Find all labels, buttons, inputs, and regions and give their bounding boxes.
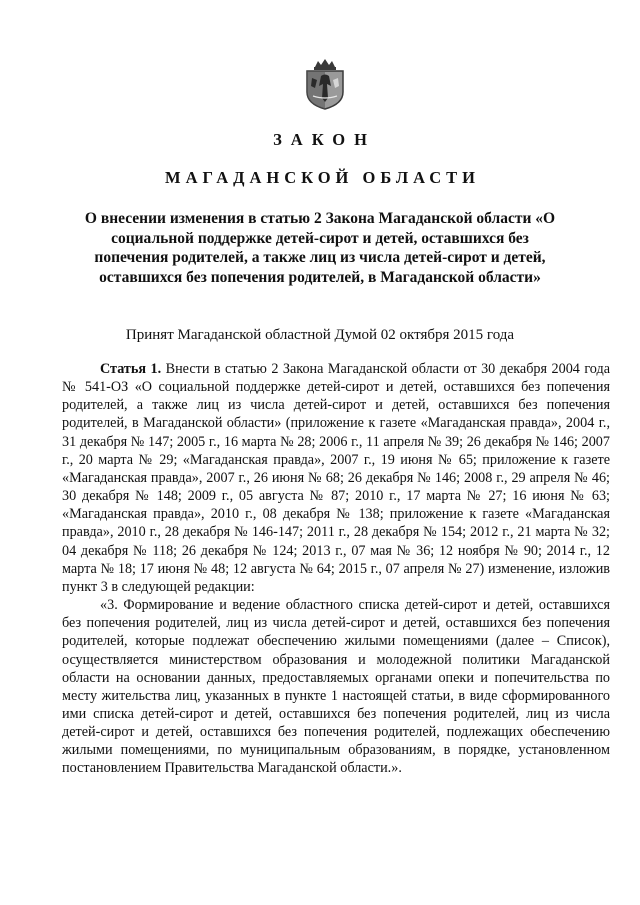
region-heading: МАГАДАНСКОЙ ОБЛАСТИ	[165, 168, 480, 187]
article-1-quote: «3. Формирование и ведение областного списка детей-сирот и детей, оставшихся без попечения родителей, лиц из числа детей-сирот и детей, оставшихся без попечения родителей, которые подлежат обеспечению жилыми помещениями (далее – Список), осуществляется министерством образования и молодежной политики Магаданской области на основании данных, предоставляемых органами опеки и попечительства по месту жительства лиц, указанных в пункте 1 настоящей статьи, в виде сформированного ими списка детей-сирот и детей, оставшихся без попечения родителей, лиц из числа детей-сирот и детей, оставшихся без попечения родителей, подлежащих обеспечению жилыми помещениями, по муниципальным образованиям, в порядке, установленном постановлением Правительства Магаданской области.».	[62, 597, 610, 777]
article-1-text: Внести в статью 2 Закона Магаданской области от 30 декабря 2004 года № 541-ОЗ «О социальной поддержке детей-сирот и детей, оставшихся без попечения родителей, а также лиц из числа детей-сирот и детей, оставшихся без попечения родителей, в Магаданской области» (приложение к газете «Магаданская правда», 2004 г., 31 декабря № 147; 2005 г., 16 марта № 28; 2006 г., 11 апреля № 39; 26 декабря № 146; 2007 г., 20 марта № 29; «Магаданская правда», 2007 г., 19 июня № 65; приложение к газете «Магаданская правда», 2007 г., 26 июня № 68; 26 декабря № 146; 2008 г., 29 апреля № 46; 30 декабря № 148; 2009 г., 05 августа № 87; 2010 г., 17 марта № 27; 16 июня № 63; «Магаданская правда», 2010 г., 08 декабря № 138; приложение к газете «Магаданская правда», 2010 г., 28 декабря № 146-147; 2011 г., 28 декабря № 154; 2012 г., 21 марта № 32; 04 декабря № 118; 26 декабря № 124; 2013 г., 07 мая № 36; 12 ноября № 90; 2014 г., 12 марта № 18; 17 июня № 48; 12 августа № 64; 2015 г., 07 апреля № 27) изменение, изложив пункт 3 в следующей редакции:	[62, 361, 610, 595]
adoption-note: Принят Магаданской областной Думой 02 октября 2015 года	[125, 327, 515, 343]
article-1-paragraph	[62, 360, 610, 596]
coat-of-arms-icon	[303, 58, 347, 110]
article-1-label: Статья 1.	[100, 361, 162, 377]
article-1	[62, 360, 610, 778]
document-title: О внесении изменения в статью 2 Закона Магаданской области «О социальной поддержке детей-сирот и детей, оставшихся без попечения родителей, а также лиц из числа детей-сирот и детей, оставшихся без попечения родителей, в Магаданской области»	[84, 210, 556, 286]
law-heading: ЗАКОН	[273, 130, 376, 149]
